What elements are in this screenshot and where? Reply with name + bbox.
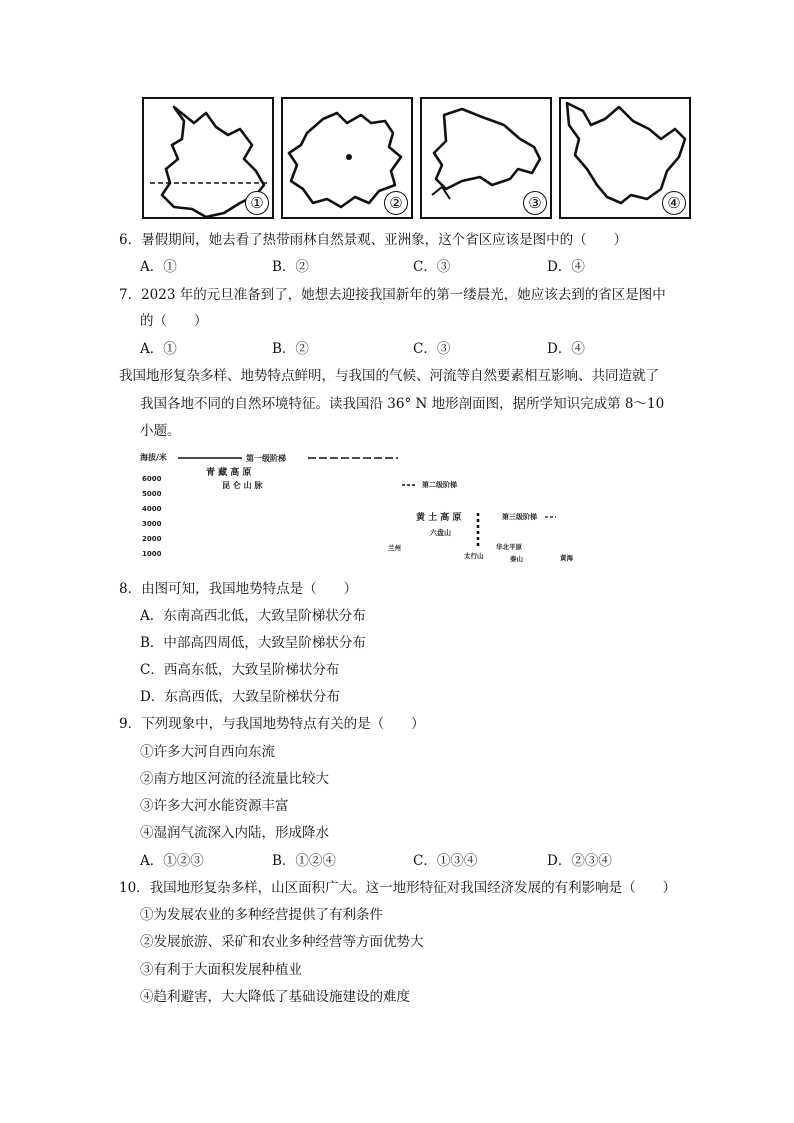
question-8-option-d[interactable]: D．东高西低，大致呈阶梯状分布 (140, 689, 340, 705)
profile-step2-label: 第二级阶梯 (422, 481, 457, 489)
question-7-option-c[interactable]: C．③ (413, 341, 451, 357)
profile-ytick: 4000 (142, 505, 162, 513)
question-6-option-b[interactable]: B．② (272, 259, 309, 275)
question-7-stem-line1: 7．2023 年的元旦准备到了，她想去迎接我国新年的第一缕晨光，她应该去到的省区是图中 (119, 287, 666, 303)
question-6-option-c[interactable]: C．③ (413, 259, 451, 275)
question-9-item-4: ④湿润气流深入内陆，形成降水 (140, 825, 329, 841)
profile-step3-label: 第三级阶梯 (502, 513, 537, 521)
intro-line-3: 小题。 (140, 423, 181, 439)
map-number-badge: ③ (523, 191, 547, 215)
question-9-item-3: ③许多大河水能资源丰富 (140, 798, 289, 814)
question-8-stem: 8．由图可知，我国地势特点是（ ） (119, 581, 358, 597)
question-6-option-a[interactable]: A．① (140, 259, 177, 275)
profile-ylabel: 海拔/米 (140, 453, 167, 462)
map-3 (420, 97, 552, 219)
terrain-profile-figure (140, 445, 600, 570)
question-10-stem: 10．我国地形复杂多样，山区面积广大。这一地形特征对我国经济发展的有利影响是（ ） (119, 880, 677, 896)
profile-ytick: 2000 (142, 535, 162, 543)
profile-place: 泰山 (510, 555, 523, 563)
question-8-option-b[interactable]: B．中部高四周低，大致呈阶梯状分布 (140, 635, 366, 651)
map-1 (142, 97, 274, 219)
profile-step1-label: 第一级阶梯 (246, 454, 286, 463)
profile-plateau1-label: 青 藏 高 原 (206, 468, 252, 478)
question-9-option-a[interactable]: A．①②③ (140, 853, 204, 869)
profile-plateau2-label: 黄 土 高 原 (416, 513, 462, 523)
intro-line-2: 我国各地不同的自然环境特征。读我国沿 36° N 地形剖面图，据所学知识完成第 8～10 (140, 396, 665, 412)
map-number-badge: ④ (662, 191, 686, 215)
question-9-option-b[interactable]: B．①②④ (272, 853, 336, 869)
question-10-item-4: ④趋利避害，大大降低了基础设施建设的难度 (140, 989, 410, 1005)
question-7-option-a[interactable]: A．① (140, 341, 177, 357)
profile-place: 兰州 (388, 544, 401, 552)
question-7-option-d[interactable]: D．④ (547, 341, 585, 357)
question-8-option-a[interactable]: A．东南高西北低，大致呈阶梯状分布 (140, 608, 366, 624)
question-6-option-d[interactable]: D．④ (547, 259, 585, 275)
question-9-item-2: ②南方地区河流的径流量比较大 (140, 771, 329, 787)
profile-place: 太行山 (464, 552, 484, 560)
question-9-item-1: ①许多大河自西向东流 (140, 744, 275, 760)
question-7-option-b[interactable]: B．② (272, 341, 309, 357)
map-number-badge: ② (384, 191, 408, 215)
map-4 (559, 97, 691, 219)
question-9-stem: 9．下列现象中，与我国地势特点有关的是（ ） (119, 716, 425, 732)
question-7-stem-line2: 的（ ） (140, 313, 208, 329)
profile-place: 六盘山 (430, 529, 451, 537)
profile-mountain1-label: 昆 仑 山 脉 (222, 481, 263, 490)
map-2 (281, 97, 413, 219)
question-10-item-3: ③有利于大面积发展种植业 (140, 962, 302, 978)
question-10-item-1: ①为发展农业的多种经营提供了有利条件 (140, 907, 383, 923)
question-9-option-c[interactable]: C．①③④ (413, 853, 478, 869)
question-8-option-c[interactable]: C．西高东低，大致呈阶梯状分布 (140, 662, 340, 678)
profile-place: 华北平原 (496, 543, 522, 551)
map-number-badge: ① (245, 191, 269, 215)
profile-ytick: 6000 (142, 475, 162, 483)
profile-ytick: 3000 (142, 520, 162, 528)
profile-ytick: 1000 (142, 550, 162, 558)
profile-place: 黄海 (560, 554, 573, 562)
question-9-option-d[interactable]: D．②③④ (547, 853, 612, 869)
question-10-item-2: ②发展旅游、采矿和农业多种经营等方面优势大 (140, 934, 424, 950)
intro-line-1: 我国地形复杂多样、地势特点鲜明，与我国的气候、河流等自然要素相互影响、共同造就了 (119, 368, 659, 384)
province-maps-figure (142, 97, 690, 219)
profile-ytick: 5000 (142, 490, 162, 498)
question-6-stem: 6．暑假期间，她去看了热带雨林自然景观、亚洲象，这个省区应该是图中的（ ） (119, 232, 628, 248)
